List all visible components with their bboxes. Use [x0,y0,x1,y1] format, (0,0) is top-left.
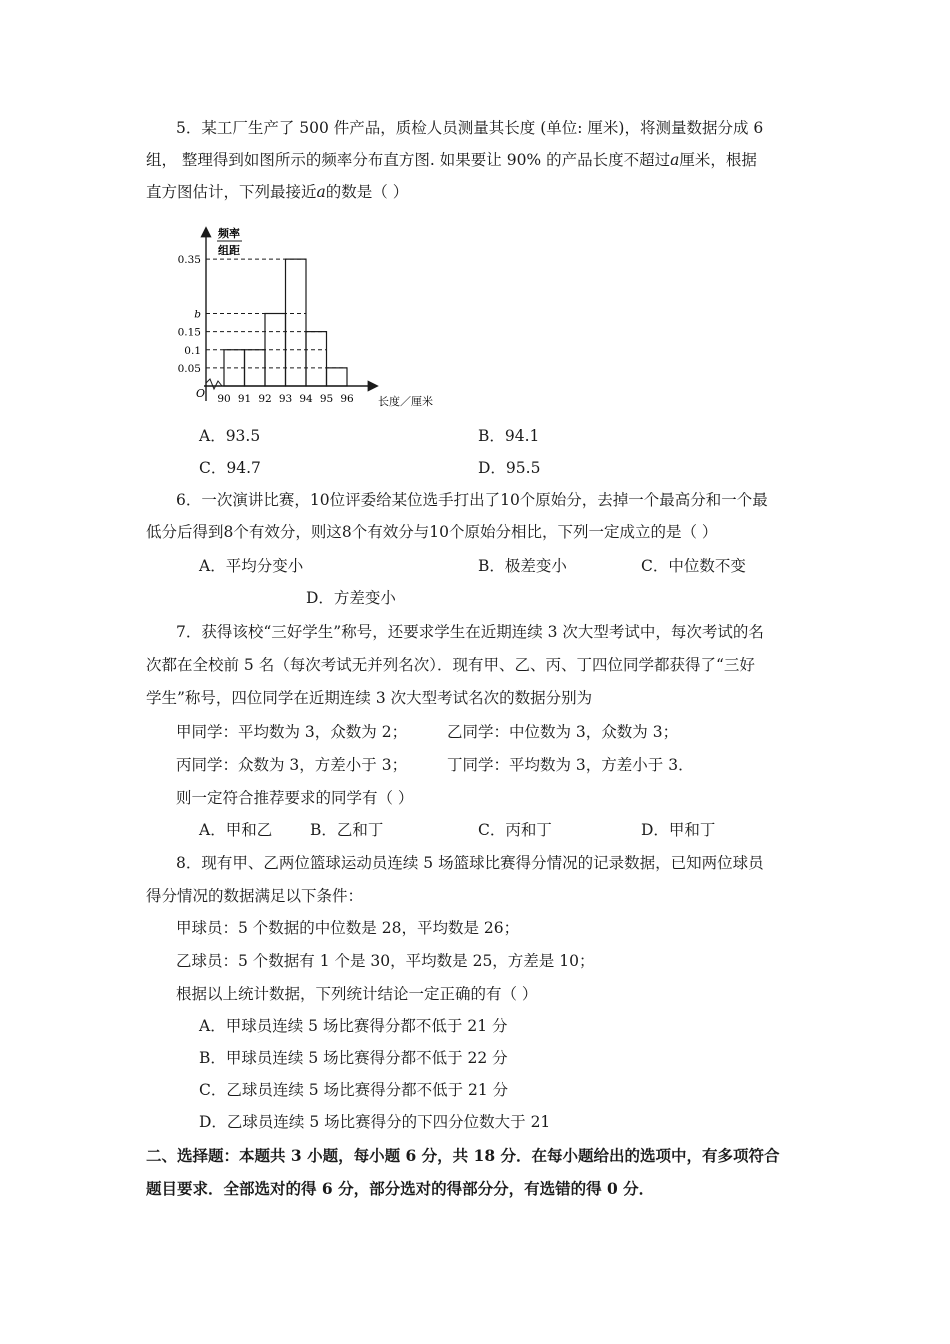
axis-break-mark [206,379,222,389]
x-tick-labels [217,393,354,405]
histogram-bar-2 [265,314,286,387]
q8-question: 根据以上统计数据，下列统计结论一定正确的有（ ） [176,985,538,1003]
q7-option-a: A．甲和乙 [199,821,273,839]
q5-option-b: B．94.1 [478,427,540,445]
y-axis-label-top: 频率 [218,227,240,240]
q6-line2: 低分后得到8个有效分，则这8个有效分与10个原始分相比，下列一定成立的是（ ） [146,523,718,541]
section2-header-line1: 二、选择题：本题共 3 小题，每小题 6 分，共 18 分．在每小题给出的选项中，有多项符合 [146,1146,780,1165]
q5-line3-end: 的数是（ ） [325,183,409,201]
histogram-bar-3 [286,259,307,386]
q8-option-c: C．乙球员连续 5 场比赛得分都不低于 21 分 [199,1081,509,1099]
y-tick-labels [178,254,201,375]
origin-label: O [196,387,206,400]
histogram-bars [224,259,347,386]
section2-header-line2: 题目要求．全部选对的得 6 分，部分选对的得部分分，有选错的得 0 分． [146,1179,655,1198]
q5-line2-text: 组， 整理得到如图所示的频率分布直方图. 如果要让 90% 的产品长度不超过 [146,151,671,169]
q6-option-c: C．中位数不变 [641,557,746,575]
q6-option-a: A．平均分变小 [199,557,304,575]
frequency-histogram [178,223,438,418]
q5-line1: 5．某工厂生产了 500 件产品，质检人员测量其长度 (单位: 厘米)，将测量数据分成 6 [176,119,764,137]
q5-option-a: A．93.5 [199,427,261,445]
x-tick-label-6: 96 [340,393,354,405]
x-tick-label-4: 94 [299,393,313,405]
q5-line3 [146,180,408,204]
q8-option-d: D．乙球员连续 5 场比赛得分的下四分位数大于 21 [199,1113,551,1131]
histogram-bar-4 [306,332,327,386]
y-tick-label-0: 0.35 [178,254,201,267]
q5-line3-var: a [316,183,326,201]
q6-option-b: B．极差变小 [478,557,567,575]
q7-question: 则一定符合推荐要求的同学有（ ） [176,789,414,807]
y-tick-label-1: b [194,308,201,321]
q7-line2: 次都在全校前 5 名（每次考试无并列名次）．现有甲、乙、丙、丁四位同学都获得了“三好 [146,656,755,674]
q8-option-b: B．甲球员连续 5 场比赛得分都不低于 22 分 [199,1049,508,1067]
y-tick-label-3: 0.1 [184,344,201,357]
q6-line1: 6．一次演讲比赛，10位评委给某位选手打出了10个原始分，去掉一个最高分和一个最 [176,491,768,509]
y-tick-label-2: 0.15 [178,326,201,339]
q7-condition-bing: 丙同学：众数为 3，方差小于 3； [176,756,408,774]
q5-option-d: D．95.5 [478,459,541,477]
q7-condition-jia: 甲同学：平均数为 3，众数为 2； [176,723,408,741]
q7-line3: 学生”称号，四位同学在近期连续 3 次大型考试名次的数据分别为 [146,689,593,707]
q7-condition-yi: 乙同学：中位数为 3，众数为 3； [447,723,679,741]
q7-option-d: D．甲和丁 [641,821,716,839]
x-tick-label-2: 92 [258,393,272,405]
q8-condition-jia: 甲球员：5 个数据的中位数是 28，平均数是 26； [176,919,520,937]
q5-line3-text: 直方图估计，下列最接近 [146,183,317,201]
x-tick-label-1: 91 [237,393,252,405]
x-tick-label-5: 95 [319,393,334,405]
q8-line2: 得分情况的数据满足以下条件： [146,887,364,905]
histogram-bar-1 [245,350,266,386]
x-axis-label: 长度／厘米 [378,395,433,408]
q8-option-a: A．甲球员连续 5 场比赛得分都不低于 21 分 [199,1017,508,1035]
q8-condition-yi: 乙球员：5 个数据有 1 个是 30，平均数是 25，方差是 10； [176,952,595,970]
q5-line2-var: a [670,151,680,169]
q7-option-b: B．乙和丁 [310,821,384,839]
q8-line1: 8．现有甲、乙两位篮球运动员连续 5 场篮球比赛得分情况的记录数据，已知两位球员 [176,854,764,872]
q5-line2-end: 厘米，根据 [679,151,757,169]
x-tick-label-3: 93 [278,393,293,405]
y-tick-label-4: 0.05 [178,362,201,375]
q7-condition-ding: 丁同学：平均数为 3，方差小于 3． [447,756,694,774]
q5-line2 [146,148,757,172]
q6-option-d: D．方差变小 [306,589,396,607]
x-tick-label-0: 90 [217,393,231,405]
q7-line1: 7．获得该校“三好学生”称号，还要求学生在近期连续 3 次大型考试中，每次考试的名 [176,623,764,641]
q7-option-c: C．丙和丁 [478,821,552,839]
q5-option-c: C．94.7 [199,459,261,477]
histogram-bar-5 [327,368,348,386]
y-axis-label-bottom: 组距 [218,244,240,257]
